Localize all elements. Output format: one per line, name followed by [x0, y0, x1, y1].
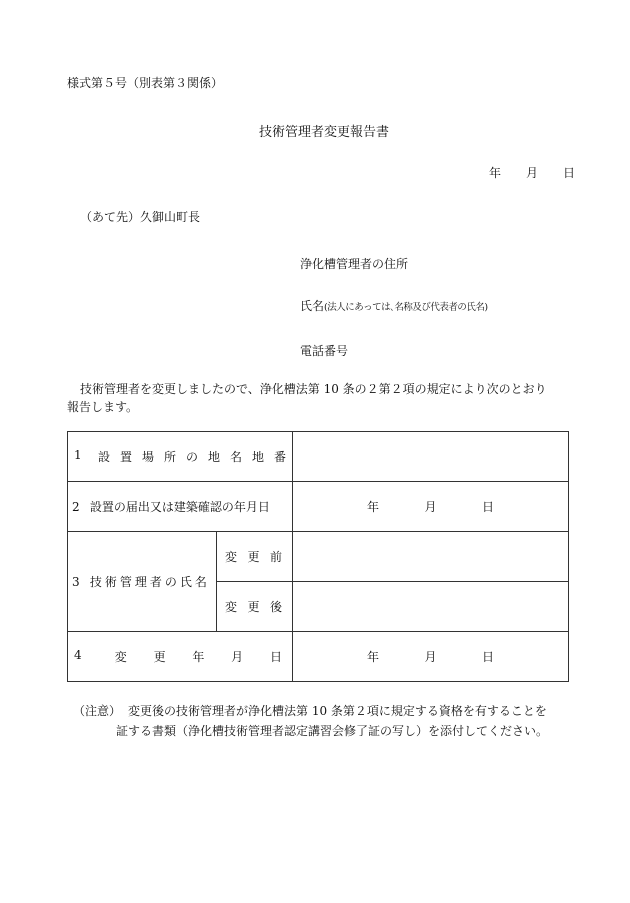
table-row	[68, 532, 569, 582]
report-date	[489, 164, 575, 181]
document-title: 技術管理者変更報告書	[259, 125, 390, 140]
after-char: 変	[224, 600, 237, 614]
table-row	[68, 482, 569, 532]
note	[73, 701, 548, 741]
after-char: 更	[247, 600, 260, 614]
row4-char: 更	[153, 650, 166, 664]
addressee: （あて先）久御山町長	[80, 210, 201, 224]
name-note: (法人にあっては､名称及び代表者の氏名)	[324, 302, 488, 313]
row1-char: 場	[141, 450, 154, 464]
name-label: 氏名	[300, 299, 325, 313]
body-line-2: 報告します。	[67, 400, 139, 414]
body-text	[67, 380, 567, 416]
before-char: 前	[269, 550, 282, 564]
form-number: 様式第５号（別表第３関係）	[67, 76, 224, 90]
date-day: 日	[563, 166, 576, 180]
row1-char: 番	[273, 450, 286, 464]
before-char: 変	[224, 550, 237, 564]
report-table	[67, 431, 569, 682]
row1-char: 名	[229, 450, 242, 464]
applicant-address-label: 浄化槽管理者の住所	[300, 257, 409, 271]
row1-char: 設	[97, 450, 110, 464]
notification-date-field[interactable]	[293, 482, 569, 532]
row3-text: 技術管理者の氏名	[89, 575, 210, 589]
before-char: 更	[247, 550, 260, 564]
row1-label	[68, 432, 293, 482]
row3-number: 3	[72, 575, 80, 589]
row1-char: の	[185, 450, 198, 464]
row2-text: 設置の届出又は建築確認の年月日	[89, 500, 270, 514]
date-month: 月	[526, 166, 539, 180]
ymd-month: 月	[424, 500, 437, 514]
before-change-label	[216, 532, 292, 582]
row1-char: 地	[251, 450, 264, 464]
manager-before-field[interactable]	[293, 532, 569, 582]
ymd-day: 日	[481, 650, 494, 664]
row1-char: 地	[207, 450, 220, 464]
row1-char: 所	[163, 450, 176, 464]
installation-location-field[interactable]	[293, 432, 569, 482]
note-line-2: 証する書類（浄化槽技術管理者認定講習会修了証の写し）を添付してください。	[116, 724, 549, 738]
table-row	[68, 432, 569, 482]
row1-number: 1	[74, 448, 82, 462]
row4-char: 月	[231, 650, 244, 664]
ymd-day: 日	[481, 500, 494, 514]
row4-label	[68, 632, 293, 682]
table-row	[68, 632, 569, 682]
after-char: 後	[269, 600, 282, 614]
ymd-month: 月	[424, 650, 437, 664]
applicant-name-label	[300, 297, 488, 314]
manager-after-field[interactable]	[293, 582, 569, 632]
note-head: （注意）	[73, 704, 122, 718]
row4-char: 年	[192, 650, 205, 664]
row4-char: 日	[269, 650, 282, 664]
row3-label	[68, 532, 217, 632]
change-date-field[interactable]	[293, 632, 569, 682]
ymd-year: 年	[367, 500, 380, 514]
row4-char: 変	[114, 650, 127, 664]
row4-number: 4	[74, 648, 82, 662]
row1-char: 置	[119, 450, 132, 464]
date-year: 年	[489, 166, 502, 180]
row2-label	[68, 482, 293, 532]
row2-number: 2	[72, 500, 80, 514]
after-change-label	[216, 582, 292, 632]
note-line-1: 変更後の技術管理者が浄化槽法第 10 条第２項に規定する資格を有することを	[128, 704, 547, 718]
applicant-phone-label: 電話番号	[300, 344, 349, 358]
ymd-year: 年	[367, 650, 380, 664]
body-line-1: 技術管理者を変更しましたので、浄化槽法第 10 条の２第２項の規定により次のとおり	[80, 382, 547, 396]
